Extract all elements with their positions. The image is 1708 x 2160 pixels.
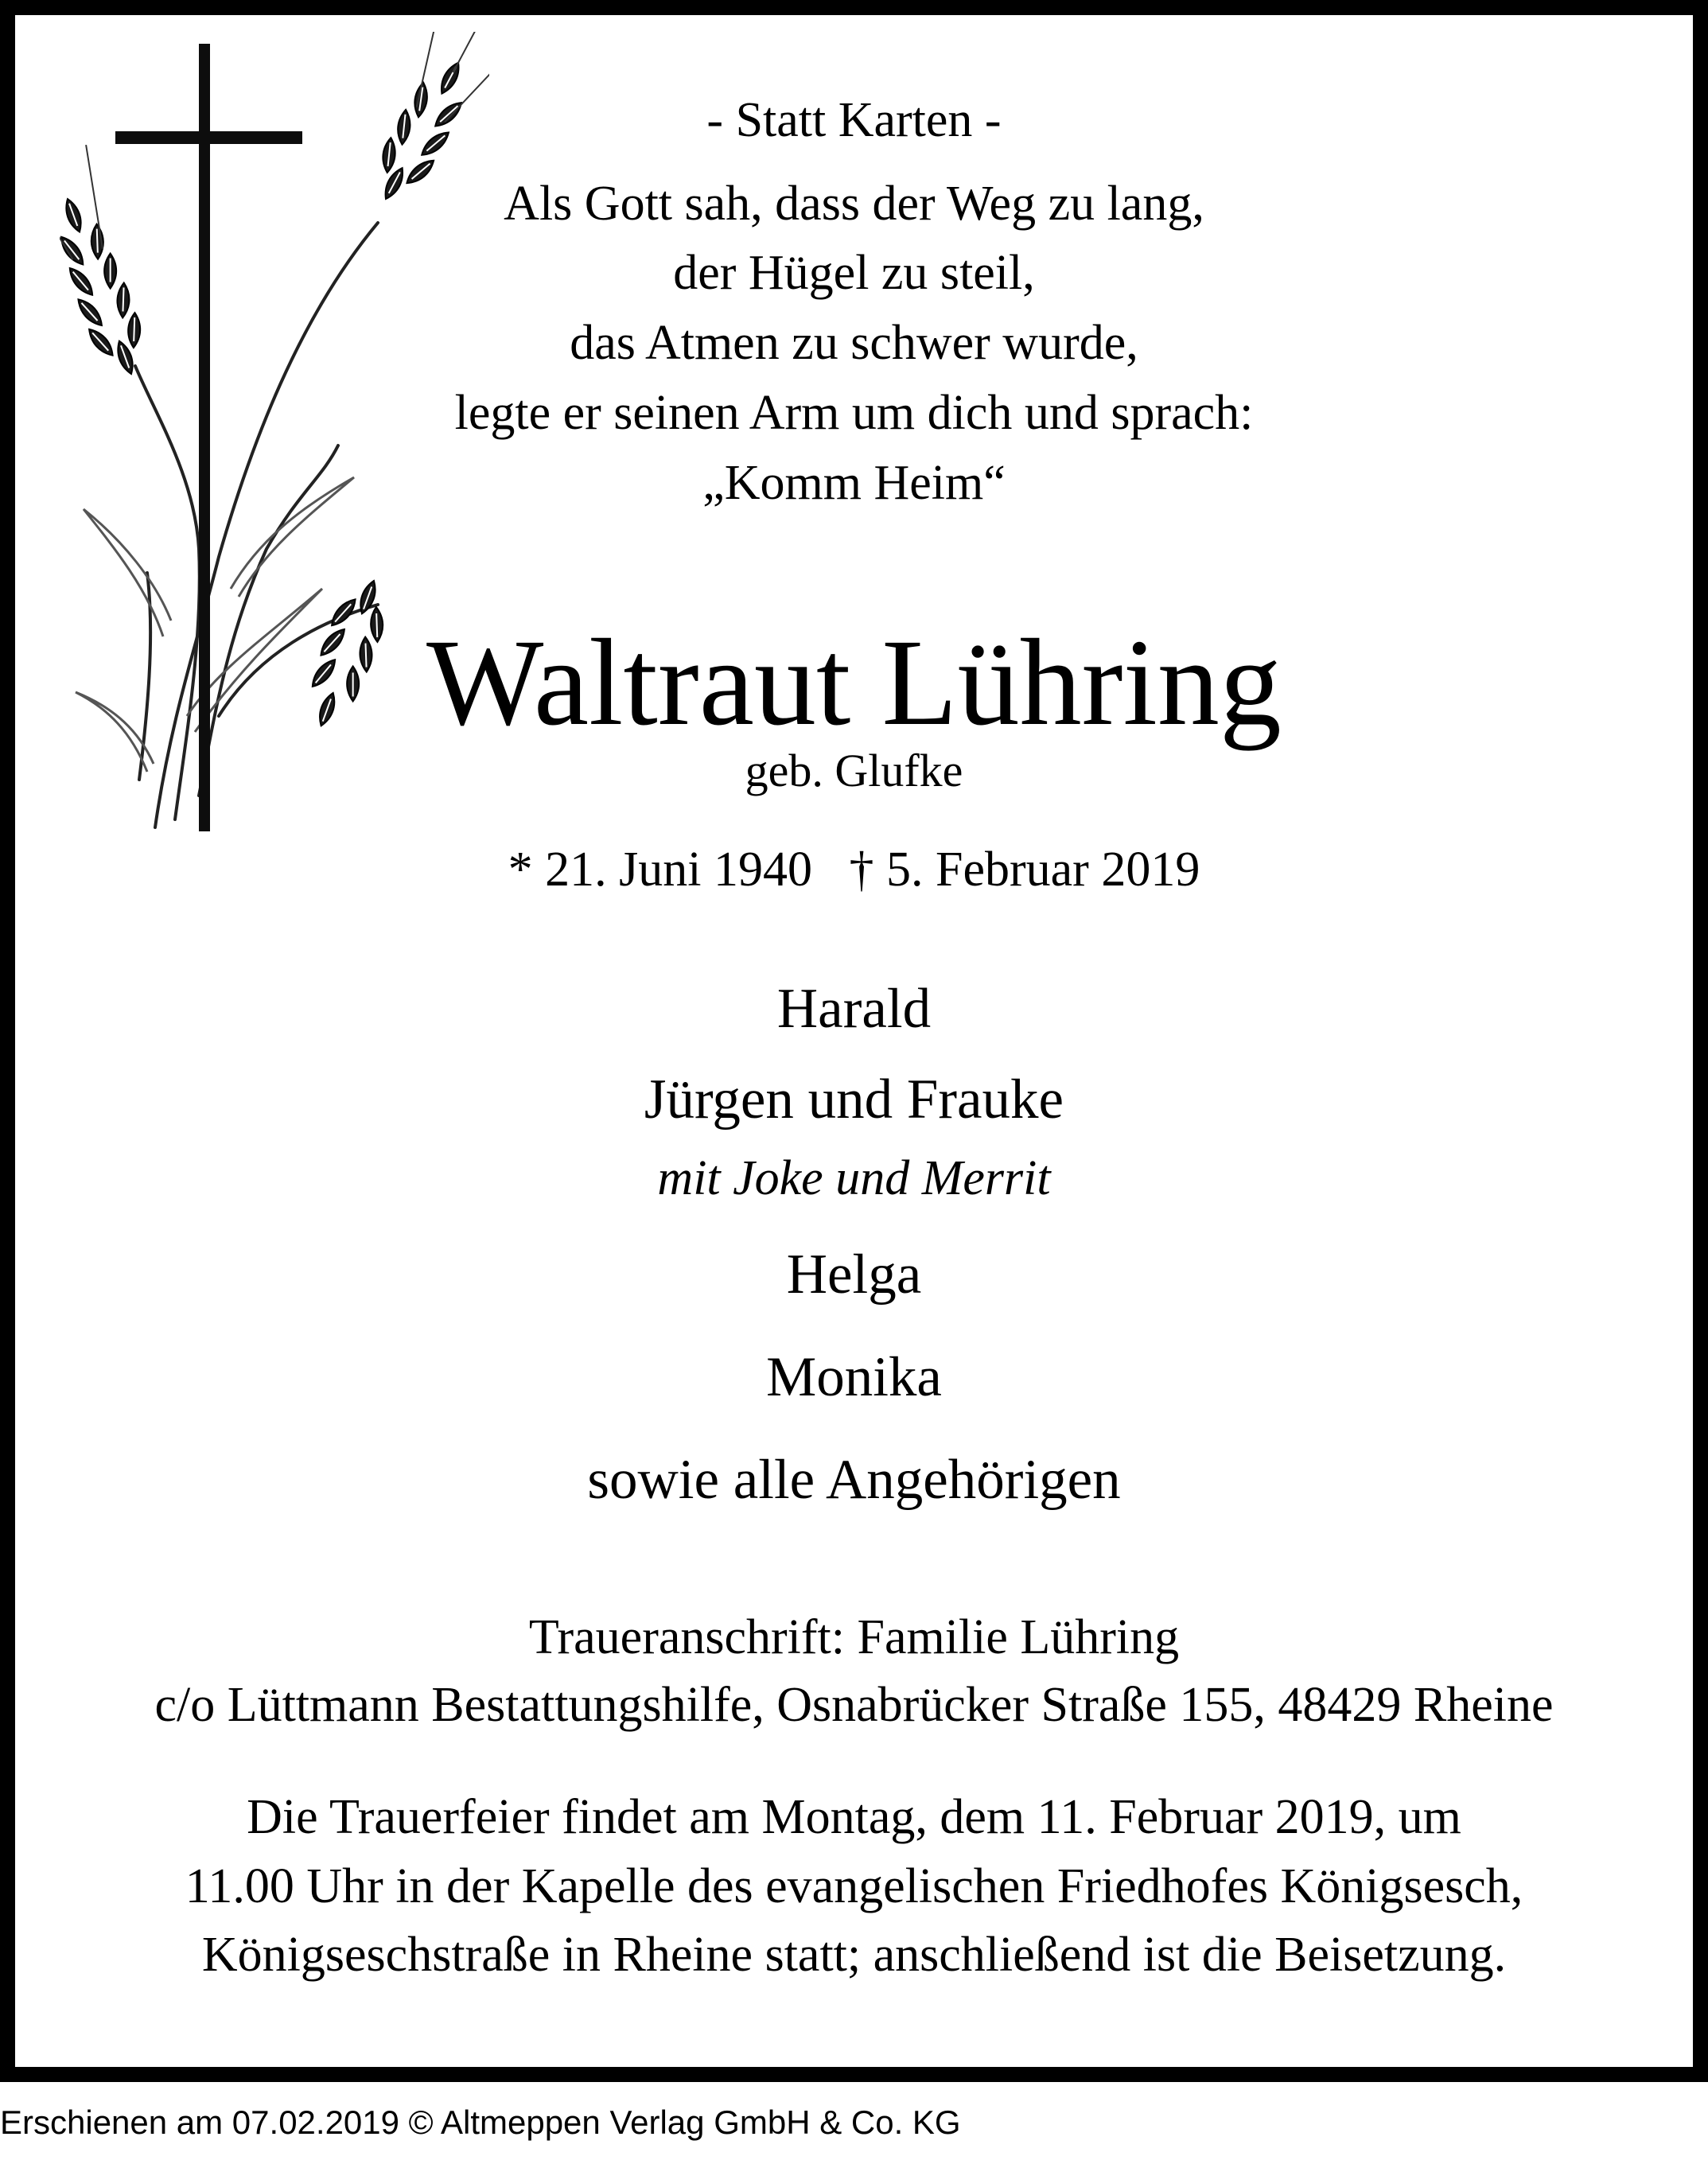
mourning-address-label: Traueranschrift: Familie Lühring (528, 1610, 1180, 1664)
mourner-juergen-frauke: Jürgen und Frauke (644, 1068, 1064, 1131)
mourner-monika: Monika (766, 1346, 942, 1408)
service-line-2: 11.00 Uhr in der Kapelle des evangelischen Friedhofes Königsesch, (185, 1859, 1523, 1913)
poem-line-2: der Hügel zu steil, (673, 246, 1035, 300)
mourning-address-detail: c/o Lüttmann Bestattungshilfe, Osnabrücker Straße 155, 48429 Rheine (154, 1678, 1554, 1732)
birth-name: geb. Glufke (745, 745, 963, 796)
poem-line-3: das Atmen zu schwer wurde, (570, 316, 1138, 370)
mourner-helga: Helga (786, 1243, 922, 1306)
service-line-3: Königseschstraße in Rheine statt; anschließend ist die Beisetzung. (201, 1928, 1507, 1982)
mourner-harald: Harald (776, 978, 932, 1040)
publication-footer: Erschienen am 07.02.2019 © Altmeppen Verlag GmbH & Co. KG (0, 2104, 961, 2141)
poem-line-5: „Komm Heim“ (702, 456, 1006, 510)
mourner-relatives: sowie alle Angehörigen (587, 1449, 1121, 1511)
service-line-1: Die Trauerfeier findet am Montag, dem 11. Februar 2019, um (247, 1790, 1461, 1844)
mourner-children: mit Joke und Merrit (657, 1151, 1051, 1205)
header-statt-karten: - Statt Karten - (706, 93, 1002, 147)
life-dates: * 21. Juni 1940 † 5. Februar 2019 (508, 843, 1200, 897)
poem-line-4: legte er seinen Arm um dich und sprach: (454, 386, 1254, 440)
poem-line-1: Als Gott sah, dass der Weg zu lang, (504, 177, 1204, 231)
deceased-name: Waltraut Lühring (426, 613, 1282, 751)
